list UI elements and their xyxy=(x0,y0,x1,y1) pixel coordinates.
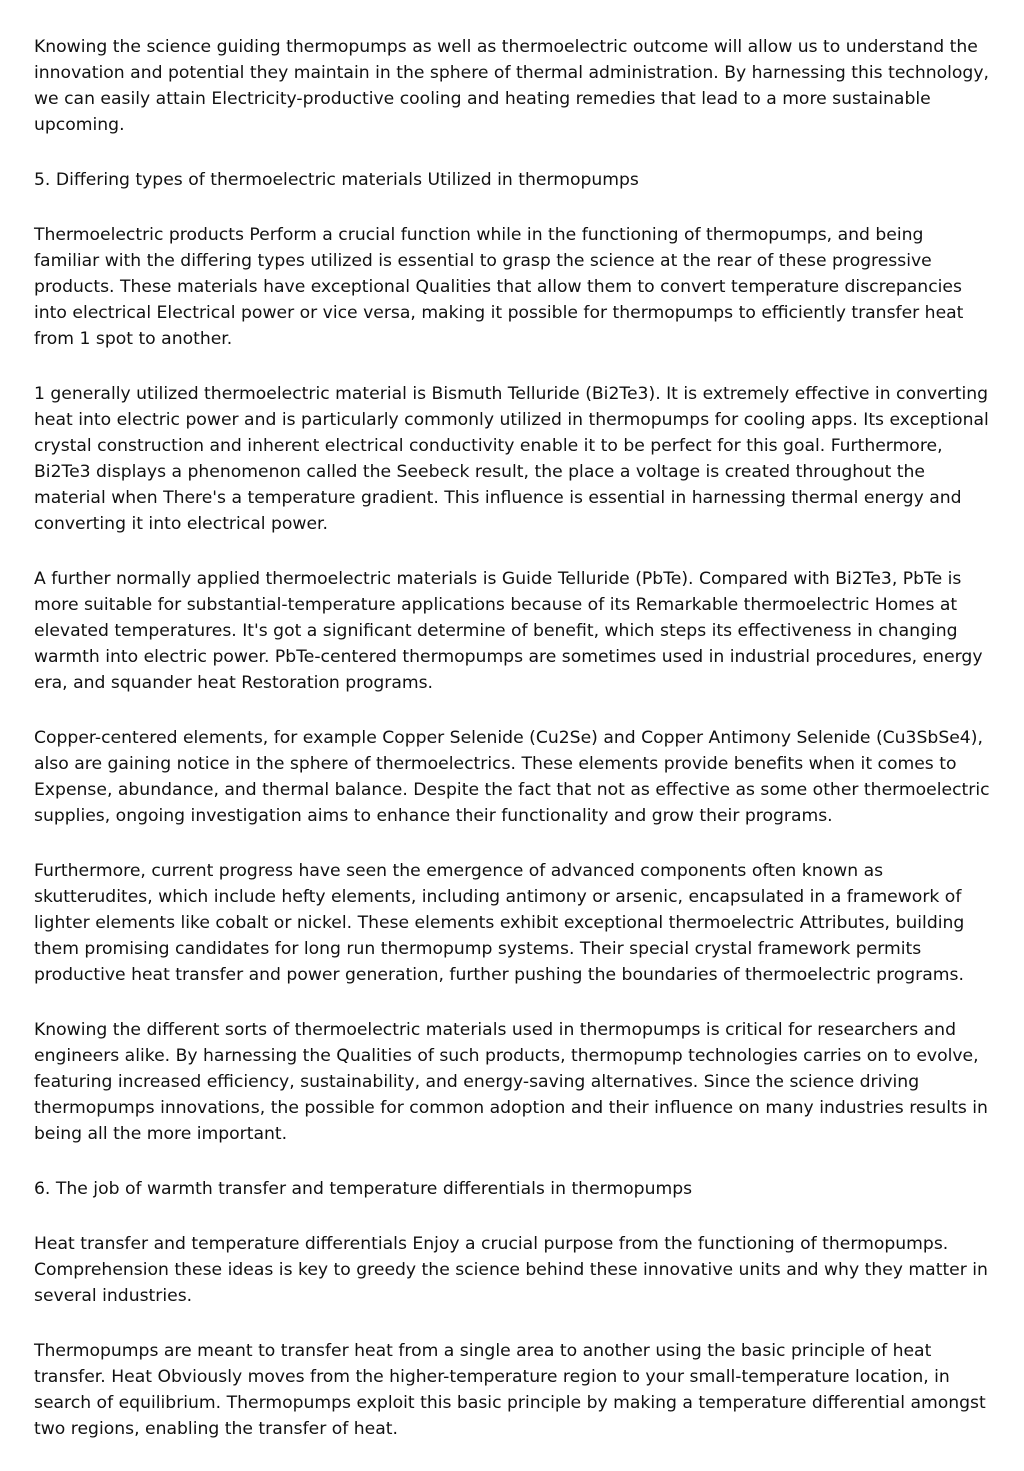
paragraph-materials-summary: Knowing the different sorts of thermoelectric materials used in thermopumps is critical for researchers and engineers alike. By harnessing the Qualities of such products, thermopump technologies carries on to evolve, featuring increased efficiency, sustainability, and energy-saving alternatives. Since the science driving thermopumps innovations, the possible for common adoption and their influence on many industries results in being all the more important. xyxy=(34,1020,988,1144)
paragraph-thermoelectric-products: Thermoelectric products Perform a crucial function while in the functioning of thermopumps, and being familiar with the differing types utilized is essential to grasp the science at the rear of these progressive products. These materials have exceptional Qualities that allow them to convert temperature discrepancies into electrical Electrical power or vice versa, making it possible for thermopumps to efficiently transfer heat from 1 spot to another. xyxy=(34,225,964,349)
paragraph-heat-transfer-principle: Thermopumps are meant to transfer heat from a single area to another using the basic principle of heat transfer. Heat Obviously moves from the higher-temperature region to your small-temperature location, in search of equilibrium. Thermopumps exploit this basic principle by making a temperature differential amongst two regions, enabling the transfer of heat. xyxy=(34,1341,986,1439)
paragraph-lead-telluride: A further normally applied thermoelectric materials is Guide Telluride (PbTe). Compared with Bi2Te3, PbTe is more suitable for substantial-temperature applications because of its Remarkable thermoelectric Homes at elevated temperatures. It's got a significant determine of benefit, which steps its effectiveness in changing warmth into electric power. PbTe-centered thermopumps are sometimes used in industrial procedures, energy era, and squander heat Restoration programs. xyxy=(34,569,983,693)
paragraph-copper-elements: Copper-centered elements, for example Copper Selenide (Cu2Se) and Copper Antimony Selenide (Cu3SbSe4), also are gaining notice in the sphere of thermoelectrics. These elements provide benefits when it comes to Expense, abundance, and thermal balance. Despite the fact that not as effective as some other thermoelectric supplies, ongoing investigation aims to enhance their functionality and grow their programs. xyxy=(34,728,990,826)
paragraph-bismuth-telluride: 1 generally utilized thermoelectric material is Bismuth Telluride (Bi2Te3). It is extremely effective in converting heat into electric power and is particularly commonly utilized in thermopumps for cooling apps. Its exceptional crystal construction and inherent electrical conductivity enable it to be perfect for this goal. Furthermore, Bi2Te3 displays a phenomenon called the Seebeck result, the place a voltage is created throughout the material when There's a temperature gradient. This influence is essential in harnessing thermal energy and converting it into electrical power. xyxy=(34,384,989,534)
section-heading-5: 5. Differing types of thermoelectric materials Utilized in thermopumps xyxy=(34,170,639,190)
paragraph-skutterudites: Furthermore, current progress have seen the emergence of advanced components often known as skutterudites, which include hefty elements, including antimony or arsenic, encapsulated in a framework of lighter elements like cobalt or nickel. These elements exhibit exceptional thermoelectric Attributes, building them promising candidates for long run thermopump systems. Their special crystal framework permits productive heat transfer and power generation, further pushing the boundaries of thermoelectric programs. xyxy=(34,861,965,985)
paragraph-heat-transfer-intro: Heat transfer and temperature differentials Enjoy a crucial purpose from the functioning of thermopumps. Comprehension these ideas is key to greedy the science behind these innovative units and why they matter in several industries. xyxy=(34,1234,988,1306)
paragraph-intro: Knowing the science guiding thermopumps as well as thermoelectric outcome will allow us to understand the innovation and potential they maintain in the sphere of thermal administration. By harnessing this technology, we can easily attain Electricity-productive cooling and heating remedies that lead to a more sustainable upcoming. xyxy=(34,37,989,135)
document-body xyxy=(34,34,994,1471)
section-heading-6: 6. The job of warmth transfer and temperature differentials in thermopumps xyxy=(34,1179,693,1199)
